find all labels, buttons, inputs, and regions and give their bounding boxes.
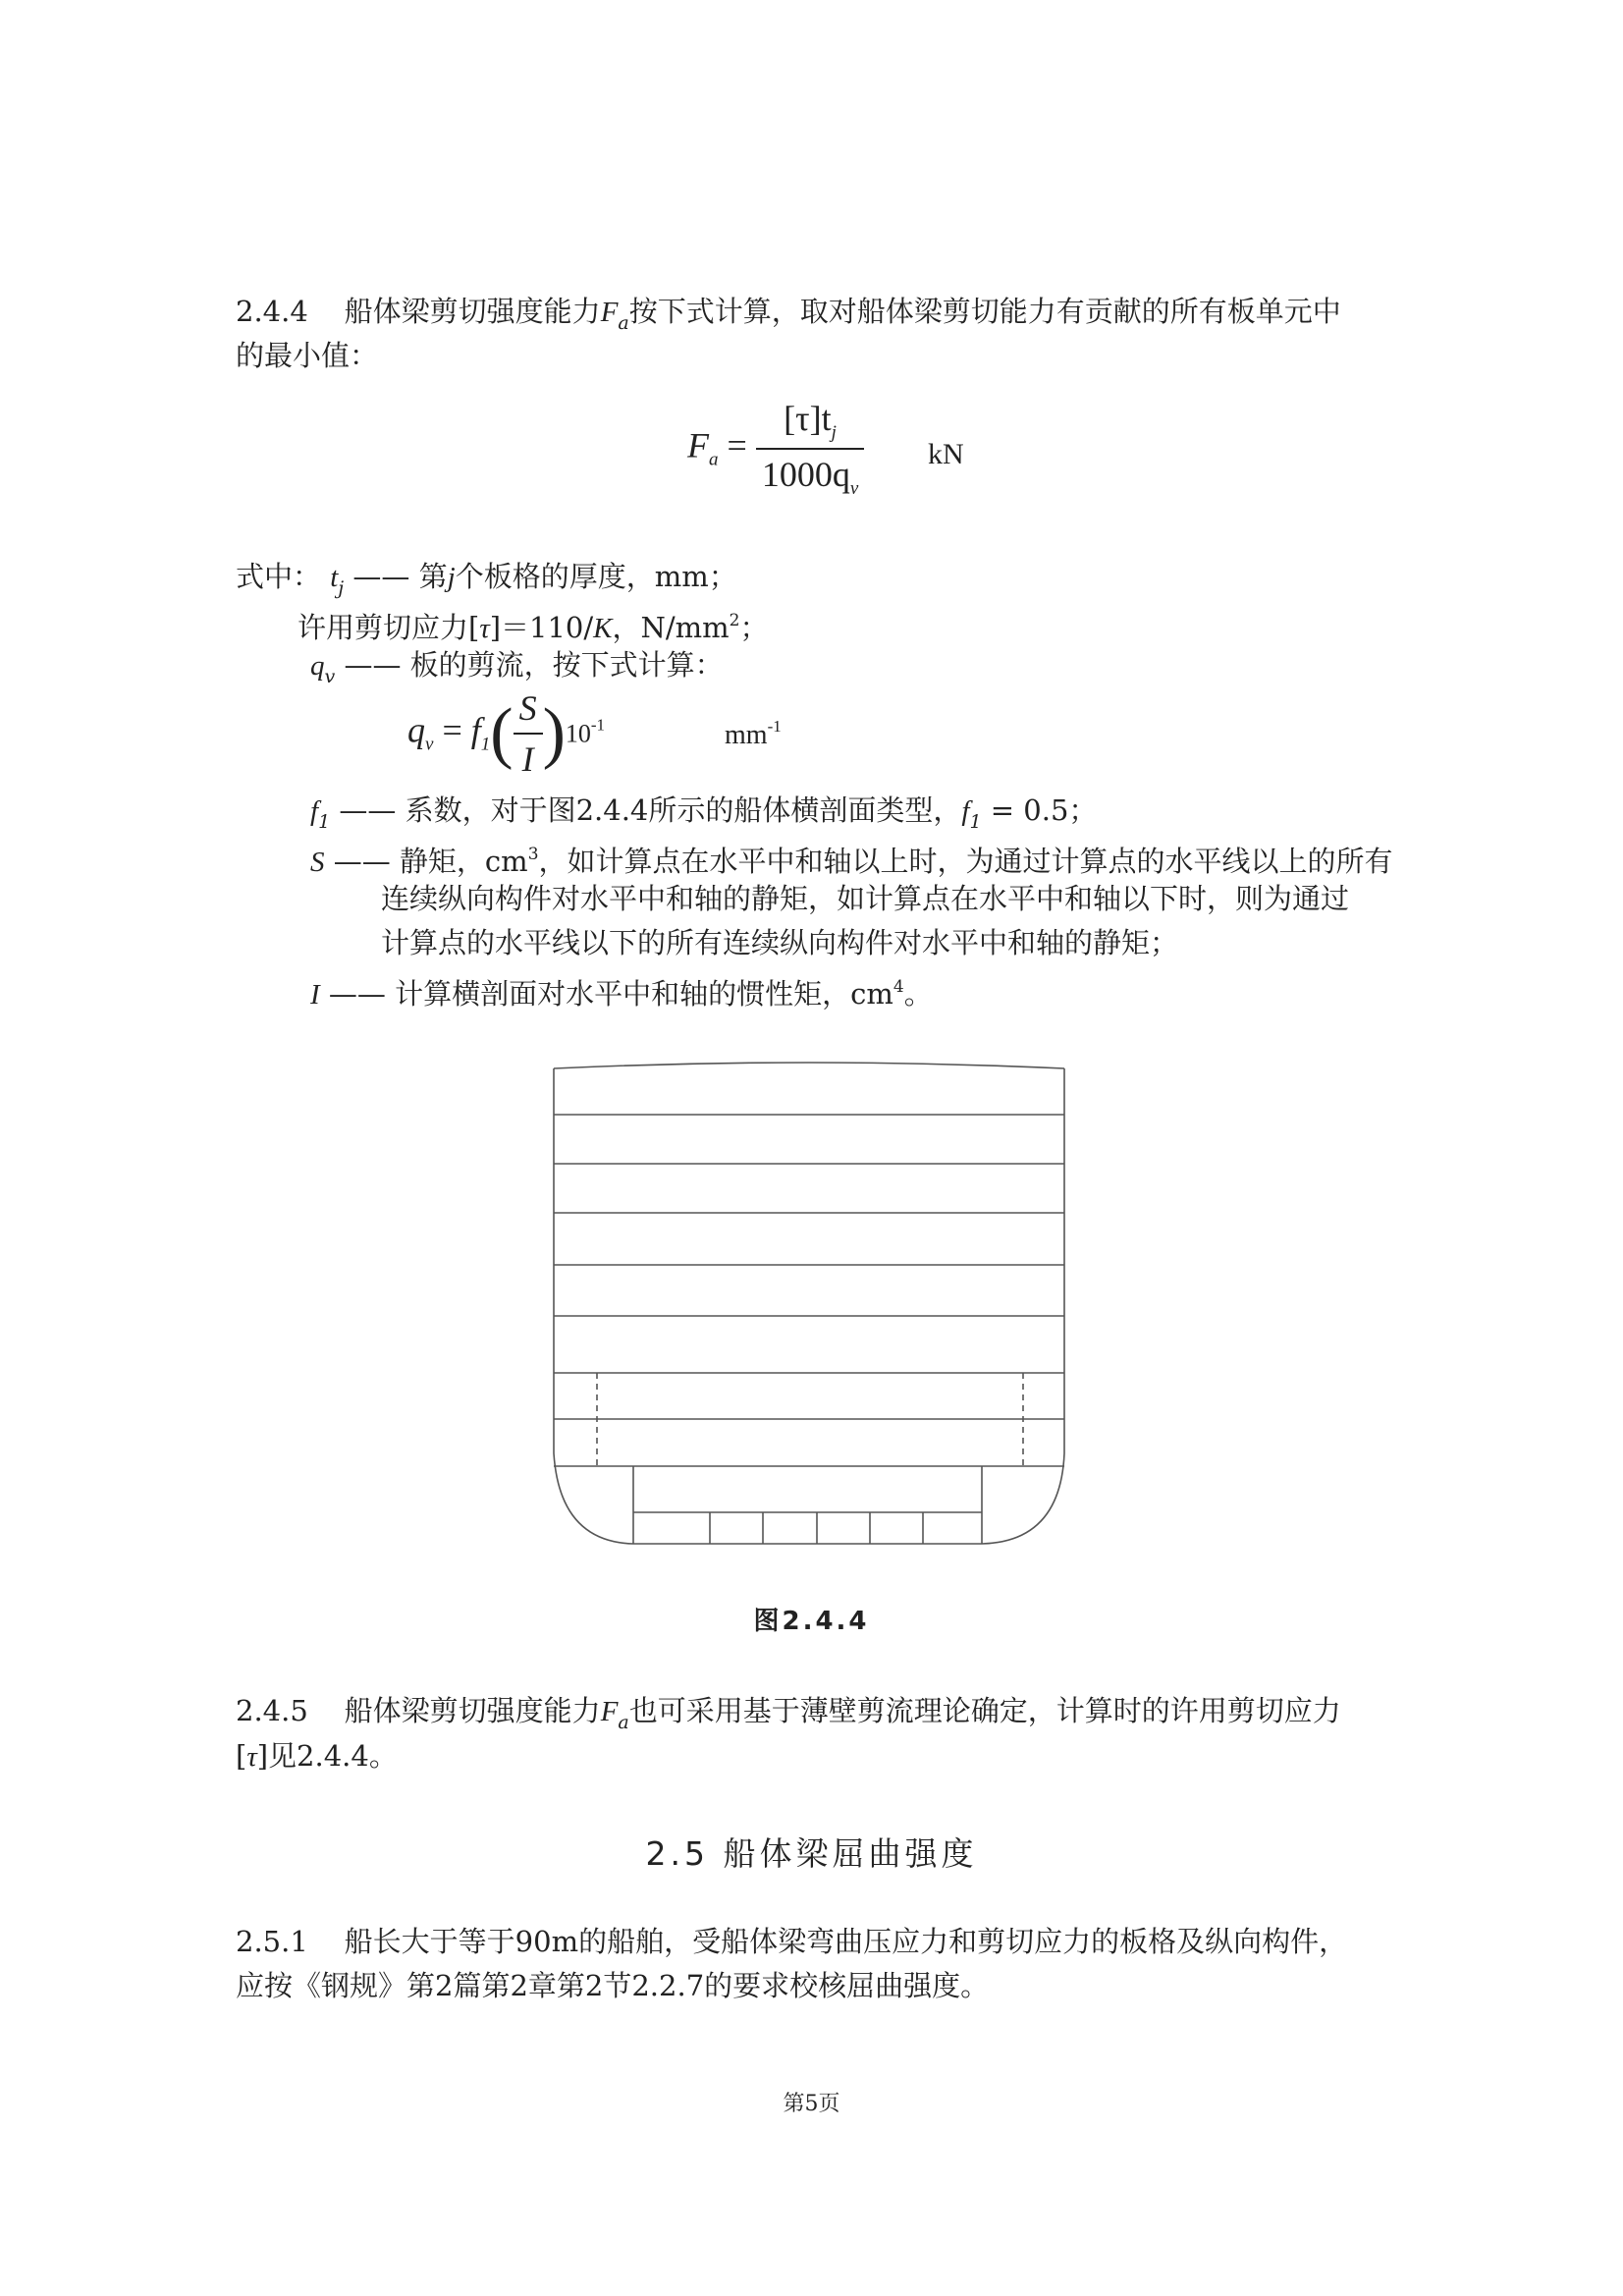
fraction: $\frac{[\tau]t_j}{1000q_v}$ — [756, 398, 864, 500]
def-I: I —— 计算横剖面对水平中和轴的惯性矩，$cm^4$。 — [310, 977, 933, 1011]
def-tj: 式中： $t_j$ —— 第j个板格的厚度，mm； — [236, 560, 737, 599]
def-f1: $f_1$ —— 系数，对于图2.4.4所示的船体横剖面类型，$f_1 = 0.5$； — [310, 793, 1098, 833]
def-S-cont2: 计算点的水平线以下的所有连续纵向构件对水平中和轴的静矩； — [381, 926, 1179, 959]
def-S: S —— 静矩，$cm^3$，如计算点在水平中和轴以上时，为通过计算点的水平线以上的所有 — [310, 845, 1393, 878]
paragraph-2-4-4-cont: 的最小值： — [236, 339, 379, 372]
paragraph-2-5-1-cont: 应按《钢规》第2篇第2章第2节2.2.7的要求校核屈曲强度。 — [236, 1969, 990, 2002]
fraction-s-over-i: $\frac{S}{I}$ — [514, 687, 543, 780]
paragraph-2-4-4: 2.4.4 船体梁剪切强度能力$F_a$按下式计算，取对船体梁剪切能力有贡献的所有板单元中 — [236, 295, 1341, 334]
bilge-bottom — [554, 1453, 1064, 1544]
deck-line — [554, 1063, 1064, 1068]
def-tau: 许用剪切应力[τ]＝110/K，$N/mm^2$； — [298, 611, 769, 644]
def-qv: $q_v$ —— 板的剪流，按下式计算： — [310, 648, 724, 687]
formula-unit: kN — [928, 438, 964, 470]
paragraph-2-4-5-cont: [τ]见2.4.4。 — [236, 1739, 398, 1773]
page-number: 第5页 — [783, 2092, 840, 2116]
def-S-cont1: 连续纵向构件对水平中和轴的静矩，如计算点在水平中和轴以下时，则为通过 — [381, 882, 1350, 915]
clause-number: 2.4.5 — [236, 1694, 308, 1727]
formula-fa: $F_a$ = $\frac{[\tau]t_j}{1000q_v}$ — [687, 398, 864, 500]
clause-number: 2.4.4 — [236, 295, 308, 328]
section-heading: 2.5 船体梁屈曲强度 — [645, 1834, 978, 1873]
hull-cross-section-figure — [530, 1041, 1100, 1571]
paragraph-2-4-5: 2.4.5 船体梁剪切强度能力$F_a$也可采用基于薄壁剪流理论确定，计算时的许用剪切应力 — [236, 1694, 1341, 1733]
figure-caption: 图2.4.4 — [753, 1607, 870, 1636]
clause-number: 2.5.1 — [236, 1925, 308, 1958]
formula-qv: $q_v = f_1$( $\frac{S}{I}$ )$10^{-1}$ — [407, 688, 606, 779]
paragraph-2-5-1: 2.5.1 船长大于等于90m的船舶，受船体梁弯曲压应力和剪切应力的板格及纵向构件， — [236, 1925, 1348, 1958]
formula-qv-unit: $mm^{-1}$ — [725, 717, 782, 750]
